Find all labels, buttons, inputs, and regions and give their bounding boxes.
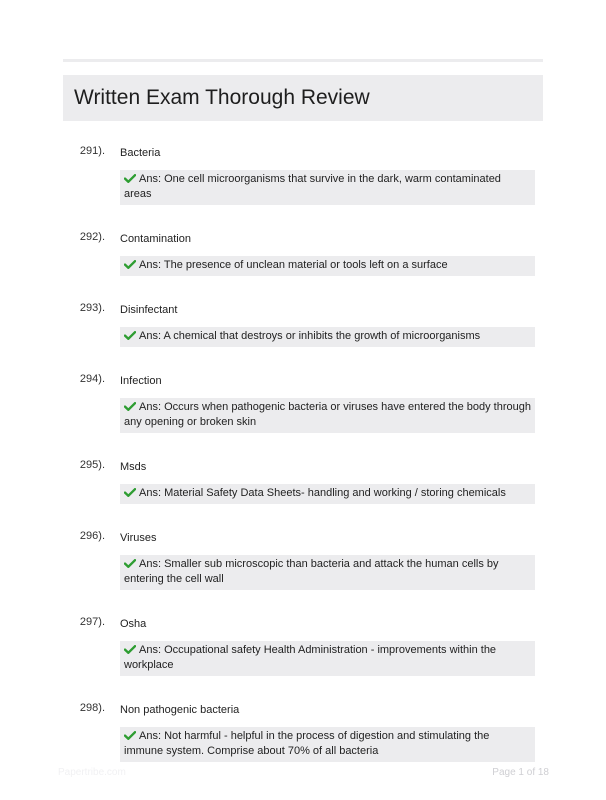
top-divider — [63, 59, 543, 62]
answer-box — [120, 727, 535, 762]
question-term: Infection — [120, 375, 162, 387]
check-icon — [124, 174, 136, 183]
answer-text: Ans: One cell microorganisms that survive in the dark, warm contaminated areas — [124, 173, 501, 200]
question-row — [63, 608, 543, 628]
answer-text: Ans: Occurs when pathogenic bacteria or viruses have entered the body through any opening or broken skin — [124, 401, 531, 428]
question-term: Disinfectant — [120, 304, 178, 316]
question-number: 292). — [79, 231, 105, 243]
question-number: 294). — [79, 373, 105, 385]
page-indicator: Page 1 of 18 — [492, 767, 549, 778]
question-number: 295). — [79, 459, 105, 471]
answer-text: Ans: Not harmful - helpful in the process of digestion and stimulating the immune system. Comprise about 70% of all bacteria — [124, 730, 490, 757]
qa-item — [63, 451, 543, 504]
qa-item — [63, 223, 543, 276]
question-row — [63, 451, 543, 471]
check-icon — [124, 731, 136, 740]
answer-box — [120, 641, 535, 676]
qa-item — [63, 608, 543, 676]
question-row — [63, 223, 543, 243]
answer-text: Ans: Material Safety Data Sheets- handling and working / storing chemicals — [139, 487, 506, 499]
check-icon — [124, 331, 136, 340]
question-number: 296). — [79, 530, 105, 542]
question-number: 297). — [79, 616, 105, 628]
question-row — [63, 365, 543, 385]
check-icon — [124, 559, 136, 568]
qa-item — [63, 137, 543, 205]
footer-watermark: Papertribe.com — [58, 767, 126, 778]
question-term: Contamination — [120, 233, 191, 245]
question-row — [63, 694, 543, 714]
question-number: 293). — [79, 302, 105, 314]
question-row — [63, 522, 543, 542]
answer-box — [120, 484, 535, 504]
qa-item — [63, 365, 543, 433]
answer-text: Ans: Occupational safety Health Administration - improvements within the workplace — [124, 644, 497, 671]
qa-item — [63, 522, 543, 590]
qa-item — [63, 294, 543, 347]
check-icon — [124, 488, 136, 497]
question-row — [63, 137, 543, 157]
question-number: 291). — [79, 145, 105, 157]
answer-text: Ans: Smaller sub microscopic than bacteria and attack the human cells by entering the cell wall — [124, 558, 499, 585]
question-number: 298). — [79, 702, 105, 714]
question-term: Viruses — [120, 532, 157, 544]
question-term: Bacteria — [120, 147, 161, 159]
answer-box — [120, 398, 535, 433]
check-icon — [124, 645, 136, 654]
answer-box — [120, 555, 535, 590]
answer-box — [120, 256, 535, 276]
answer-box — [120, 327, 535, 347]
header-banner — [63, 75, 543, 121]
question-row — [63, 294, 543, 314]
check-icon — [124, 260, 136, 269]
question-term: Non pathogenic bacteria — [120, 704, 240, 716]
check-icon — [124, 402, 136, 411]
qa-list — [63, 137, 543, 762]
question-term: Osha — [120, 618, 147, 630]
answer-box — [120, 170, 535, 205]
answer-text: Ans: The presence of unclean material or tools left on a surface — [139, 259, 448, 271]
qa-item — [63, 694, 543, 762]
answer-text: Ans: A chemical that destroys or inhibits the growth of microorganisms — [139, 330, 481, 342]
question-term: Msds — [120, 461, 147, 473]
page-title: Written Exam Thorough Review — [74, 86, 370, 109]
